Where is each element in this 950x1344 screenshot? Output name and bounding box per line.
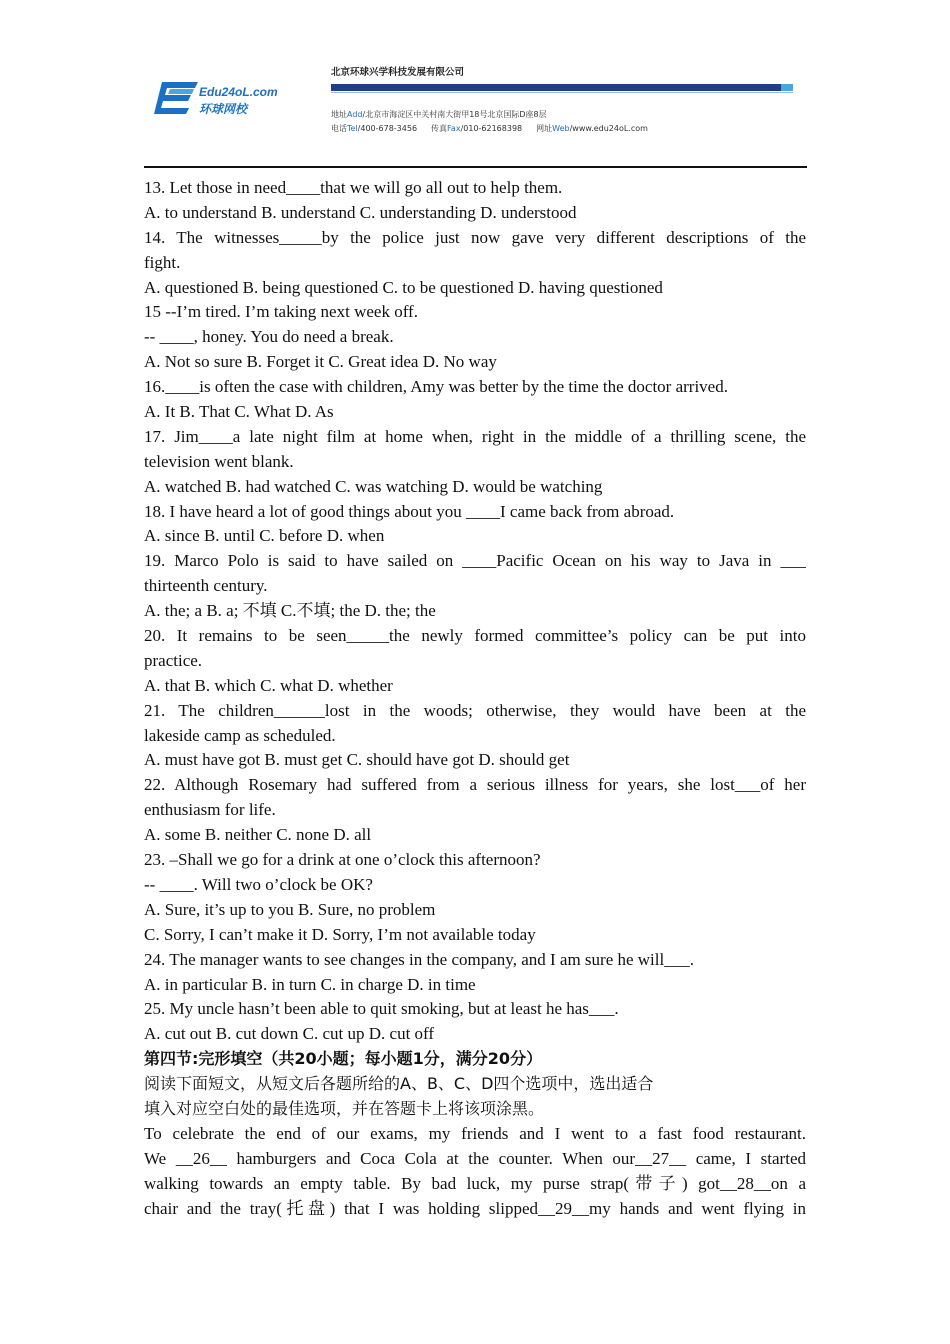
- q20-stem-cont: practice.: [144, 650, 203, 670]
- q15-stem: 15 --I’m tired. I’m taking next week off.: [144, 302, 418, 322]
- q13-options: A. to understand B. understand C. understanding D. understood: [144, 202, 577, 222]
- q16-stem: 16.____is often the case with children, Amy was better by the time the doctor arrived.: [144, 377, 728, 397]
- logo-domain-text: Edu24oL.com: [199, 85, 278, 99]
- instructions: 阅读下面短文，从短文后各题所给的A、B、C、D四个选项中，选出适合: [144, 1074, 654, 1094]
- q22-stem-cont: enthusiasm for life.: [144, 800, 276, 820]
- q20-stem: 20. It remains to be seen_____the newly formed committee’s policy can be put into: [144, 626, 806, 646]
- q14-stem-cont: fight.: [144, 252, 181, 272]
- q17-stem-cont: television went blank.: [144, 451, 294, 471]
- q14-options: A. questioned B. being questioned C. to be questioned D. having questioned: [144, 277, 663, 297]
- page-header: [0, 0, 950, 170]
- q23-options-cd: C. Sorry, I can’t make it D. Sorry, I’m not available today: [144, 924, 536, 944]
- q17-options: A. watched B. had watched C. was watching D. would be watching: [144, 476, 603, 496]
- company-name: 北京环球兴学科技发展有限公司: [331, 67, 465, 78]
- q23-stem: 23. –Shall we go for a drink at one o’clock this afternoon?: [144, 850, 541, 870]
- web-value: /www.edu24oL.com: [569, 124, 648, 133]
- section-title: 第四节:完形填空（共20小题；每小题1分，满分20分）: [144, 1049, 543, 1069]
- header-rule: [144, 166, 807, 168]
- q25-options: A. cut out B. cut down C. cut up D. cut off: [144, 1024, 435, 1044]
- q15-options: A. Not so sure B. Forget it C. Great idea D. No way: [144, 352, 497, 372]
- passage-line: walking towards an empty table. By bad luck, my purse strap(带子) got__28__on a: [144, 1173, 806, 1193]
- edu24ol-logo: [154, 80, 279, 120]
- q15-reply: -- ____, honey. You do need a break.: [144, 327, 394, 347]
- header-bar-thin: [331, 92, 793, 93]
- exam-content: [144, 176, 806, 1221]
- passage-line: To celebrate the end of our exams, my friends and I went to a fast food restaurant.: [144, 1123, 806, 1143]
- q24-stem: 24. The manager wants to see changes in the company, and I am sure he will___.: [144, 949, 694, 969]
- instructions-cont: 填入对应空白处的最佳选项，并在答题卡上将该项涂黑。: [144, 1098, 545, 1118]
- q22-options: A. some B. neither C. none D. all: [144, 825, 372, 845]
- company-contact: [331, 123, 648, 134]
- fax-label-en: Fax: [447, 124, 461, 133]
- address-label: 地址: [331, 110, 347, 119]
- q19-stem: 19. Marco Polo is said to have sailed on ____Pacific Ocean on his way to Java in ___: [144, 551, 806, 571]
- logo-chinese-text: 环球网校: [199, 102, 248, 116]
- q23-options-ab: A. Sure, it’s up to you B. Sure, no problem: [144, 899, 436, 919]
- q17-stem: 17. Jim____a late night film at home when, right in the middle of a thrilling scene, the: [144, 426, 806, 446]
- web-label-en: Web: [552, 124, 570, 133]
- q13-stem: 13. Let those in need____that we will go all out to help them.: [144, 178, 563, 197]
- passage-line: We __26__ hamburgers and Coca Cola at the counter. When our__27__ came, I started: [144, 1148, 806, 1168]
- fax-value: /010-62168398: [460, 124, 523, 133]
- tel-label-en: Tel: [347, 124, 358, 133]
- q19-stem-cont: thirteenth century.: [144, 576, 268, 596]
- q22-stem: 22. Although Rosemary had suffered from a serious illness for years, she lost___of her: [144, 775, 806, 795]
- web-label: 网址: [536, 124, 553, 133]
- logo-e-mark-icon: [154, 80, 200, 116]
- q19-options: A. the; a B. a; 不填 C.不填; the D. the; the: [144, 601, 436, 621]
- q18-stem: 18. I have heard a lot of good things about you ____I came back from abroad.: [144, 501, 675, 521]
- q14-stem: 14. The witnesses_____by the police just now gave very different descriptions of the: [144, 227, 806, 247]
- company-address: [331, 109, 547, 120]
- q21-options: A. must have got B. must get C. should have got D. should get: [144, 750, 570, 770]
- tel-value: /400-678-3456: [357, 124, 418, 133]
- header-bar-dark: [331, 84, 781, 91]
- q25-stem: 25. My uncle hasn’t been able to quit smoking, but at least he has___.: [144, 999, 619, 1019]
- tel-label: 电话: [331, 124, 347, 133]
- q20-options: A. that B. which C. what D. whether: [144, 675, 393, 695]
- passage-line: chair and the tray(托盘) that I was holding slipped__29__my hands and went flying in: [144, 1198, 806, 1218]
- address-value: /北京市海淀区中关村南大街甲18号北京国际D座8层: [362, 110, 547, 119]
- header-bar-light: [781, 84, 793, 91]
- q18-options: A. since B. until C. before D. when: [144, 526, 385, 546]
- q23-reply: -- ____. Will two o’clock be OK?: [144, 874, 373, 894]
- q21-stem-cont: lakeside camp as scheduled.: [144, 725, 336, 745]
- q21-stem: 21. The children______lost in the woods; otherwise, they would have been at the: [144, 700, 806, 720]
- q24-options: A. in particular B. in turn C. in charge D. in time: [144, 974, 476, 994]
- address-label-en: Add: [347, 110, 363, 119]
- q16-options: A. It B. That C. What D. As: [144, 402, 334, 422]
- fax-label: 传真: [431, 124, 448, 133]
